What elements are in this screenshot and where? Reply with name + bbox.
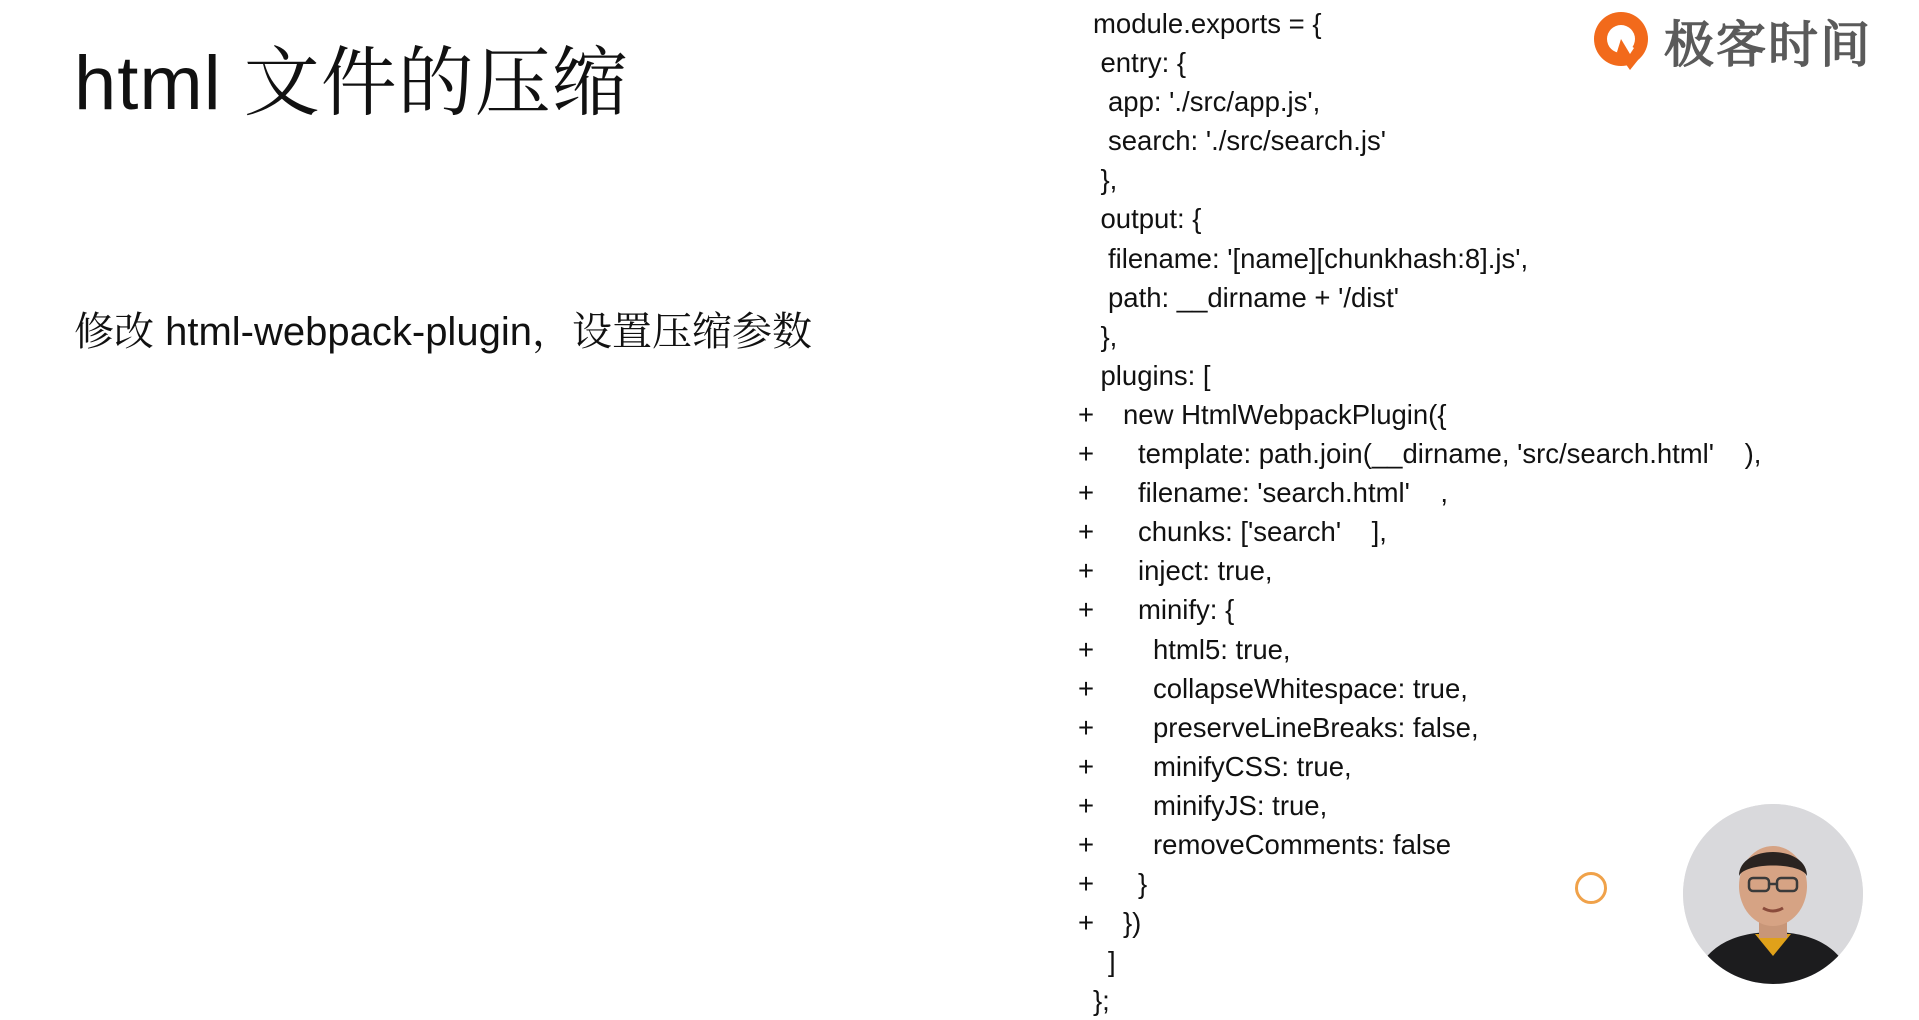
code-text: removeComments: false [1153, 828, 1452, 860]
code-text: output: { [1100, 203, 1202, 235]
diff-marker: + [1078, 555, 1095, 587]
diff-marker: + [1078, 750, 1095, 782]
diff-marker: + [1078, 633, 1095, 665]
code-text: chunks: ['search' ], [1138, 516, 1387, 548]
code-line [1078, 199, 1878, 238]
code-text: }, [1100, 164, 1118, 196]
code-text: new HtmlWebpackPlugin({ [1123, 398, 1447, 430]
diff-marker: + [1078, 868, 1095, 900]
diff-marker: + [1078, 516, 1095, 548]
code-line [1078, 82, 1878, 121]
code-text: entry: { [1100, 47, 1187, 79]
diff-marker: + [1078, 672, 1095, 704]
code-line [1078, 590, 1878, 629]
presenter-avatar-illustration [1683, 804, 1863, 984]
code-line [1078, 395, 1878, 434]
code-text: } [1138, 868, 1148, 900]
code-text: template: path.join(__dirname, 'src/search.html' ), [1138, 438, 1762, 470]
code-line [1078, 551, 1878, 590]
diff-marker: + [1078, 711, 1095, 743]
brand-name: 极客时间 [1664, 17, 1872, 73]
diff-marker: + [1078, 828, 1095, 860]
code-line [1078, 160, 1878, 199]
code-text: minifyJS: true, [1153, 789, 1328, 821]
code-text: ] [1108, 946, 1116, 978]
code-text: plugins: [ [1100, 359, 1211, 391]
code-text: minify: { [1138, 594, 1235, 626]
code-text: app: './src/app.js', [1108, 86, 1321, 118]
diff-marker: + [1078, 594, 1095, 626]
code-text: html5: true, [1153, 633, 1291, 665]
code-line [1078, 473, 1878, 512]
code-line [1078, 434, 1878, 473]
code-text: module.exports = { [1093, 8, 1322, 39]
code-text: preserveLineBreaks: false, [1153, 711, 1479, 743]
code-line [1078, 708, 1878, 747]
code-line [1078, 747, 1878, 786]
diff-marker: + [1078, 789, 1095, 821]
code-text: }) [1123, 907, 1142, 939]
cursor-indicator [1575, 872, 1607, 904]
slide-title: html 文件的压缩 [74, 41, 629, 126]
code-text: inject: true, [1138, 555, 1273, 587]
code-line [1078, 278, 1878, 317]
code-line [1078, 356, 1878, 395]
code-line [1078, 4, 1878, 43]
code-text: minifyCSS: true, [1153, 750, 1352, 782]
code-line [1078, 981, 1878, 1020]
code-line [1078, 512, 1878, 551]
diff-marker: + [1078, 477, 1095, 509]
code-text: }; [1093, 985, 1110, 1017]
diff-marker: + [1078, 907, 1095, 939]
code-line [1078, 121, 1878, 160]
diff-marker: + [1078, 438, 1095, 470]
code-text: filename: '[name][chunkhash:8].js', [1108, 242, 1529, 274]
code-text: search: './src/search.js' [1108, 125, 1386, 157]
diff-marker: + [1078, 398, 1095, 430]
code-text: path: __dirname + '/dist' [1108, 281, 1400, 313]
code-text: }, [1100, 320, 1118, 352]
code-line [1078, 669, 1878, 708]
code-text: collapseWhitespace: true, [1153, 672, 1468, 704]
code-text: filename: 'search.html' , [1138, 477, 1449, 509]
code-line [1078, 43, 1878, 82]
code-line [1078, 239, 1878, 278]
presenter-avatar [1683, 804, 1863, 984]
code-line [1078, 317, 1878, 356]
code-line [1078, 630, 1878, 669]
slide-subtitle: 修改 html-webpack-plugin，设置压缩参数 [74, 310, 812, 354]
